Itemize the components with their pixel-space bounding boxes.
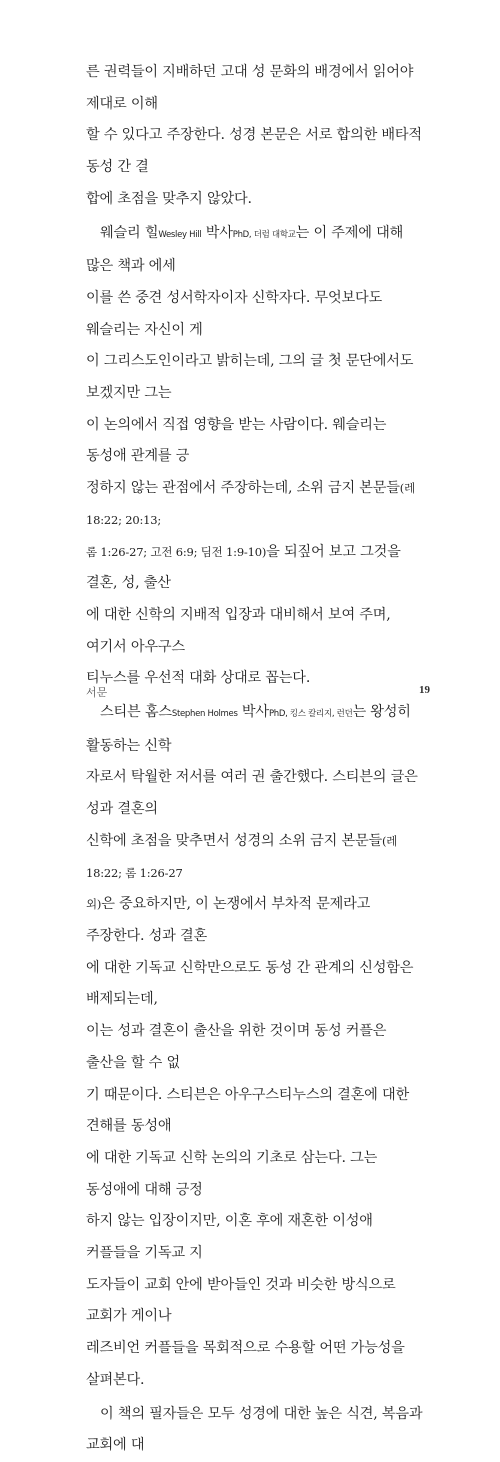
text-line: 이 그리스도인이라고 밝히는데, 그의 글 첫 문단에서도 보겠지만 그는	[86, 353, 414, 402]
text-line: 합에 초점을 맞추지 않았다.	[86, 190, 252, 207]
text-line: 이를 쓴 중견 성서학자이자 신학자다. 무엇보다도 웨슬리는 자신이 게	[86, 289, 382, 338]
text-line: 레즈비언 커플들을 목회적으로 수용할 어떤 가능성을 살펴본다.	[86, 1340, 405, 1388]
scripture-reference: (레 18:22; 20:13;	[86, 481, 415, 527]
text-line: 티누스를 우선적 대화 상대로 꼽는다.	[86, 670, 311, 687]
text-line: 할 수 있다고 주장한다. 성경 본문은 서로 합의한 배타적 동성 간 결	[86, 127, 422, 176]
text-fragment: 박사	[201, 224, 233, 241]
text-line: 신학에 초점을 맞추면서 성경의 소위 금지 본문들	[86, 832, 382, 849]
degree-note: PhD, 킹스 칼리지, 런던	[268, 709, 353, 720]
text-line: 도자들이 교회 안에 받아들인 것과 비슷한 방식으로 교회가 게이나	[86, 1276, 396, 1325]
paragraph-4	[86, 1399, 426, 1462]
page-number: 19	[419, 684, 430, 696]
text-fragment: 은 중요하지만, 이 논쟁에서 부차적 문제라고 주장한다. 성과 결혼	[86, 896, 371, 944]
paragraph-1	[86, 57, 426, 216]
text-fragment: 박사	[237, 704, 269, 721]
text-line: 에 대한 신학의 지배적 입장과 대비해서 보여 주며, 여기서 아우구스	[86, 606, 391, 655]
scripture-reference: (레 18:22; 롬 1:26-27	[86, 833, 398, 880]
text-line: 에 대한 기독교 신학만으로도 동성 간 관계의 신성함은 배제되는데,	[86, 959, 414, 1008]
text-fragment: 을 되짚어 보고 그것을 결혼, 성, 출산	[86, 543, 401, 592]
text-line: 이는 성과 결혼이 출산을 위한 것이며 동성 커플은 출산을 할 수 없	[86, 1023, 387, 1071]
text-line: 에 대한 기독교 신학 논의의 기초로 삼는다. 그는 동성애에 대해 긍정	[86, 1149, 378, 1198]
text-line: 웨슬리 힐	[100, 224, 159, 241]
text-fragment: 는 왕성히 활동하는 신학	[86, 704, 411, 754]
text-line: 이 책의 필자들은 모두 성경에 대한 높은 식견, 복음과 교회에 대	[86, 1405, 423, 1454]
degree-note: PhD, 더럼 대학교	[232, 229, 296, 240]
paragraph-2	[86, 218, 426, 696]
text-line: 하지 않는 입장이지만, 이혼 후에 재혼한 이성애 커플들을 기독교 지	[86, 1213, 373, 1262]
body-text	[86, 57, 426, 1462]
scripture-reference: 롬 1:26-27; 고전 6:9; 딤전 1:9-10)	[86, 544, 267, 559]
paragraph-3	[86, 697, 426, 1396]
english-name: Stephen Holmes	[171, 709, 238, 720]
text-line: 정하지 않는 관점에서 주장하는데, 소위 금지 본문들	[86, 480, 400, 497]
text-line: 자로서 탁월한 저서를 여러 권 출간했다. 스티븐의 글은 성과 결혼의	[86, 769, 418, 818]
english-name: Wesley Hill	[158, 229, 202, 240]
text-line: 이 논의에서 직접 영향을 받는 사람이다. 웨슬리는 동성애 관계를 긍	[86, 416, 387, 465]
text-fragment: 는 이 주제에 대해 많은 책과 에세	[86, 224, 404, 275]
text-line: 른 권력들이 지배하던 고대 성 문화의 배경에서 읽어야 제대로 이해	[86, 64, 414, 112]
text-line: 스티븐 홈스	[100, 704, 172, 721]
scripture-reference: 외)	[86, 897, 102, 912]
running-footer-section: 서문	[86, 686, 108, 699]
text-line: 기 때문이다. 스티븐은 아우구스티누스의 결혼에 대한 견해를 동성애	[86, 1086, 409, 1135]
